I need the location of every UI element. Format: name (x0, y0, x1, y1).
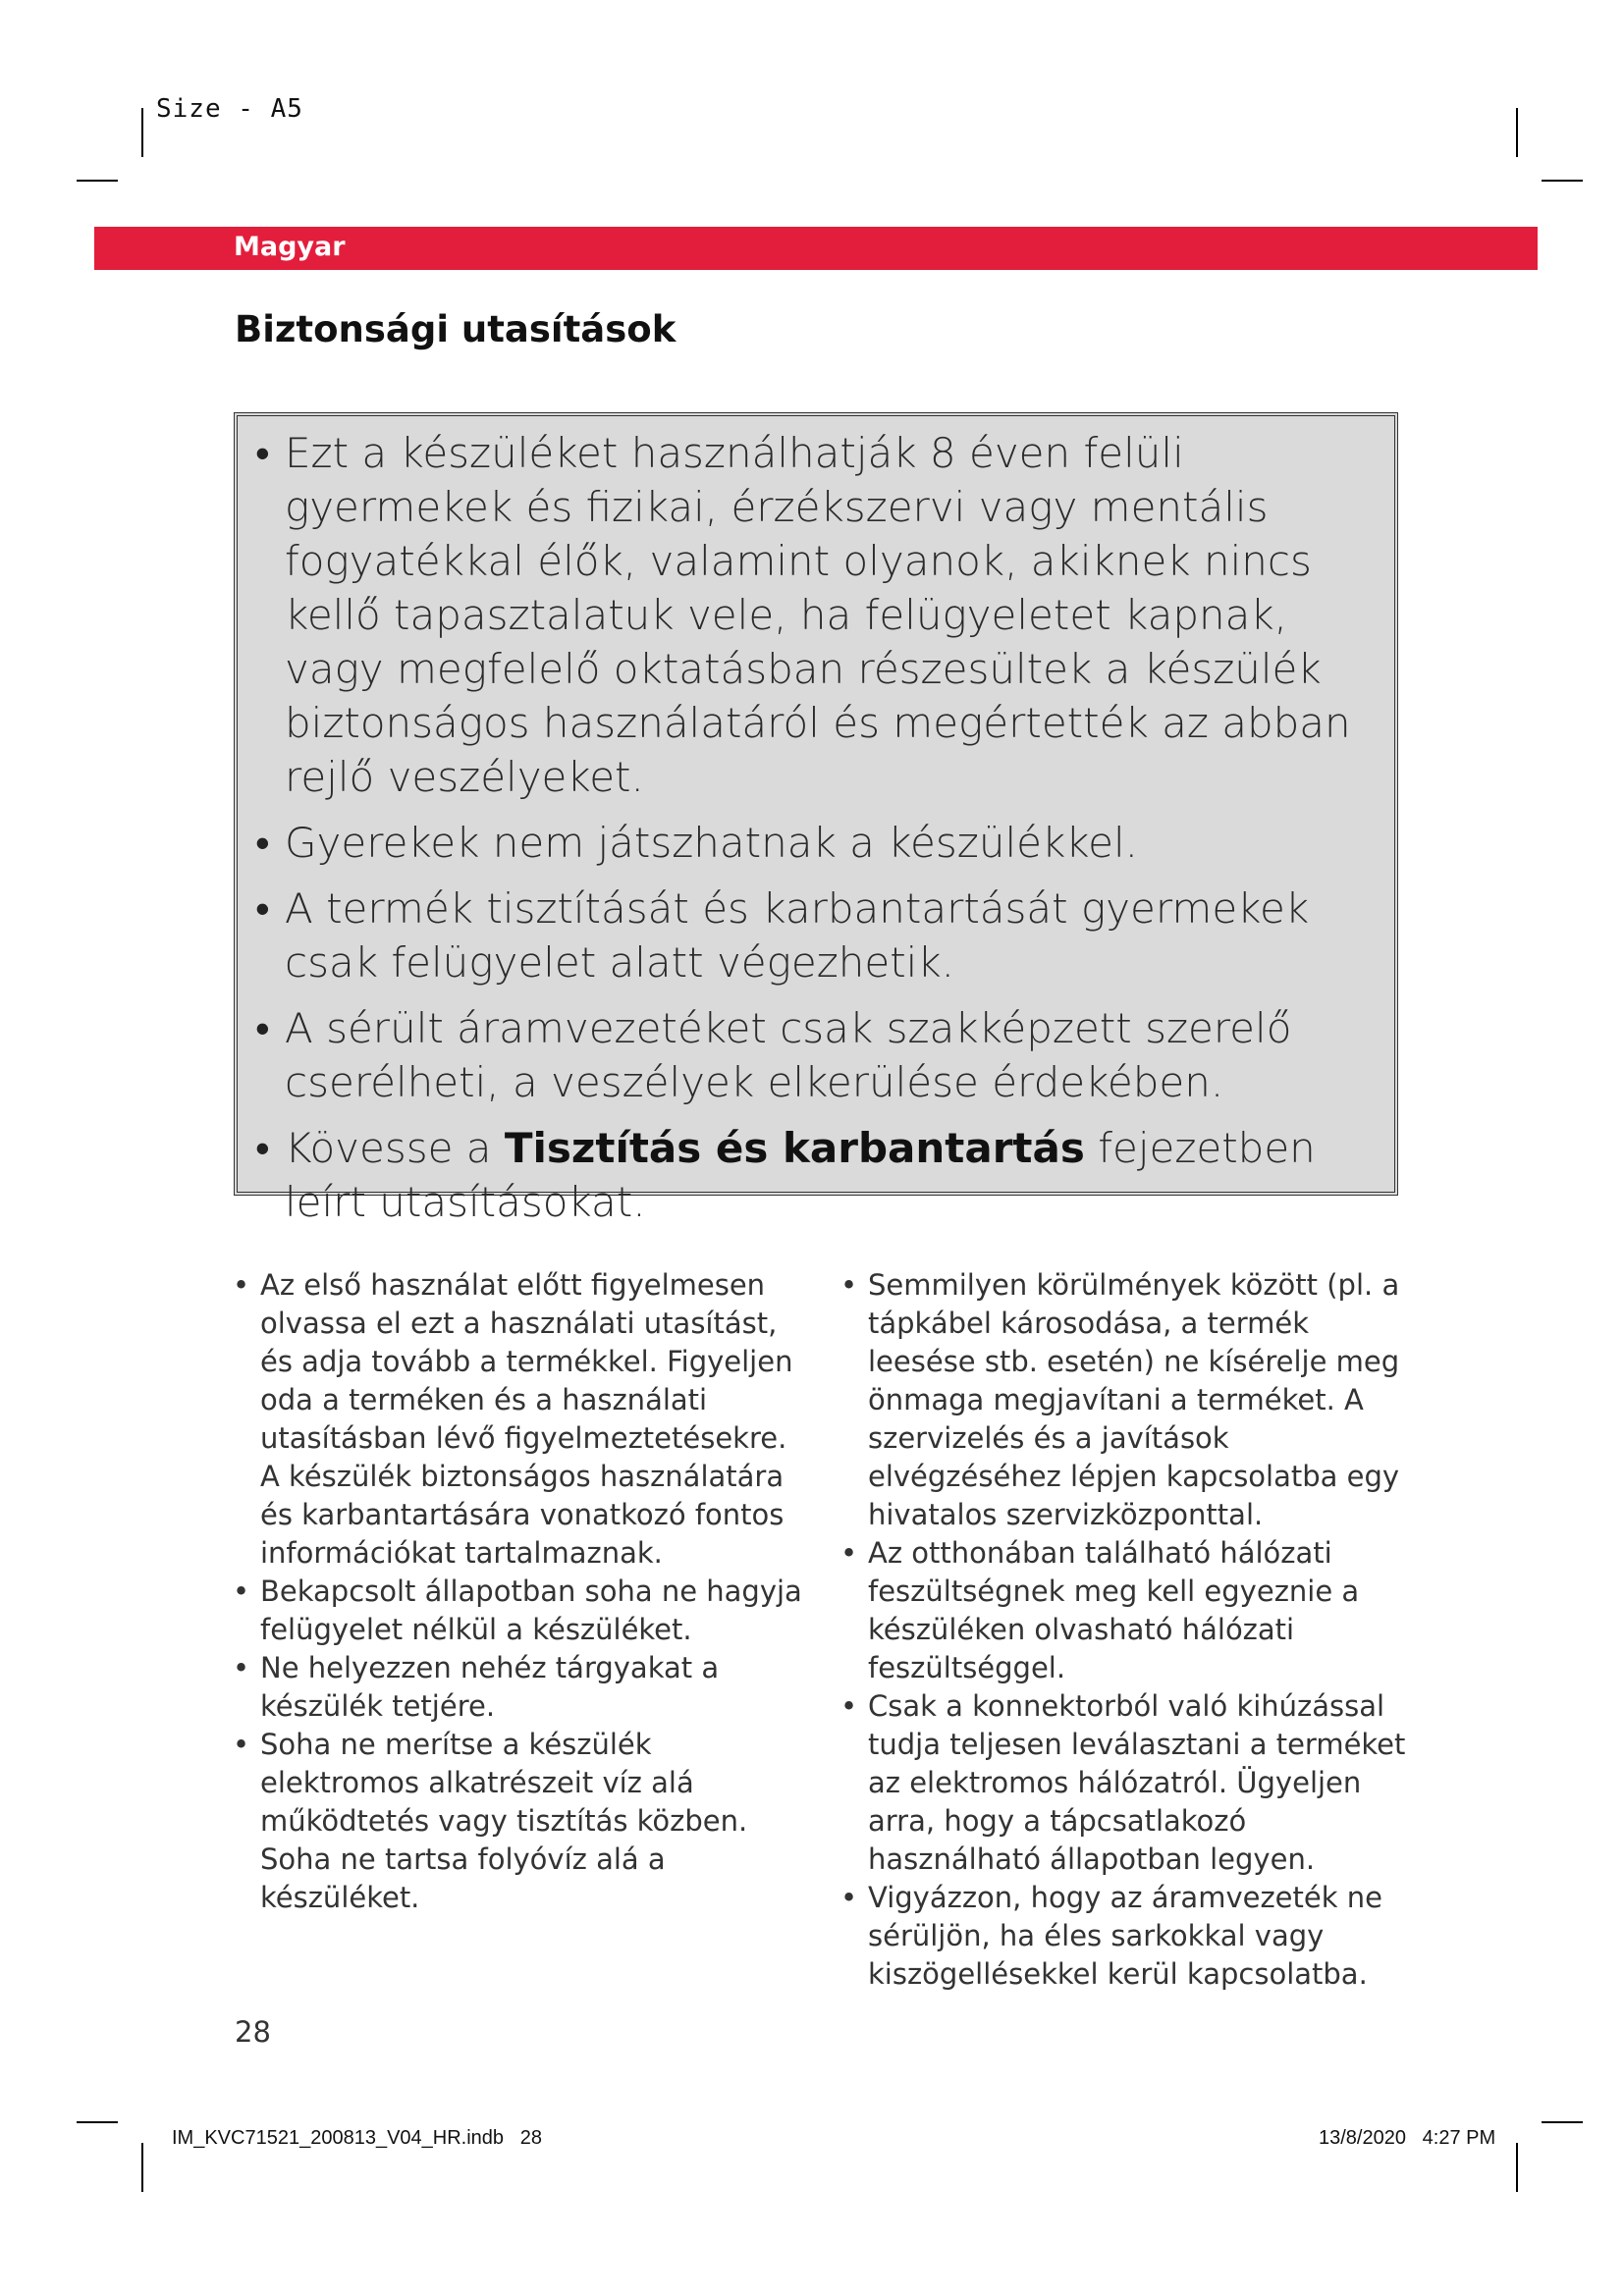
list-item: • Ne helyezzen nehéz tárgyakat a készülék tetjére. (233, 1649, 802, 1726)
crop-mark (141, 108, 143, 157)
list-item: • Bekapcsolt állapotban soha ne hagyja felügyelet nélkül a készüléket. (233, 1573, 802, 1649)
item-text: Kövesse a (285, 1124, 505, 1172)
crop-mark (77, 2121, 118, 2123)
list-item: • Az első használat előtt figyelmesen olvassa el ezt a használati utasítást, és adja tovább a termékkel. Figyeljen oda a terméken és a használati utasításban lévő figyelmeztetésekre. A készülék biztonságos használatára és karbantartására vonatkozó fontos információkat tartalmaznak. (233, 1266, 802, 1573)
crop-mark (77, 180, 118, 182)
list-item: • Semmilyen körülmények között (pl. a tápkábel károsodása, a termék leesése stb. esetén) ne kísérelje meg önmaga megjavítani a terméket. A szervizelés és a javítások elvégzéséhez lépjen kapcsolatba egy hivatalos szervizközponttal. (840, 1266, 1410, 1534)
item-text: fejezetben leírt utasításokat. (285, 1124, 1316, 1226)
list-item: • A sérült áramvezetéket csak szakképzett szerelő cserélheti, a veszélyek elkerülése érdekében. (255, 1001, 1394, 1109)
safety-list (255, 426, 1394, 1241)
list-item: • Csak a konnektorból való kihúzással tudja teljesen leválasztani a terméket az elektromos hálózatról. Ügyeljen arra, hogy a tápcsatlakozó használható állapotban legyen. (840, 1687, 1410, 1879)
section-header-bar (94, 227, 1538, 270)
section-label: Magyar (234, 232, 346, 262)
list-item: • Vigyázzon, hogy az áramvezeték ne sérüljön, ha éles sarkokkal vagy kiszögellésekkel kerül kapcsolatba. (840, 1879, 1410, 1994)
page-title: Biztonsági utasítások (235, 308, 677, 350)
size-label: Size - A5 (156, 94, 303, 124)
list-item: • A termék tisztítását és karbantartását gyermekek csak felügyelet alatt végezhetik. (255, 881, 1394, 989)
footer-file-name: IM_KVC71521_200813_V04_HR.indb 28 (172, 2127, 542, 2149)
crop-mark (1542, 2121, 1583, 2123)
safety-warning-box (234, 412, 1398, 1226)
crop-mark (141, 2143, 143, 2192)
crop-mark (1516, 2143, 1518, 2192)
left-column (233, 1266, 802, 1917)
footer-date: 13/8/2020 4:27 PM (1319, 2127, 1496, 2149)
right-column (840, 1266, 1410, 1994)
list-item: • Soha ne merítse a készülék elektromos alkatrészeit víz alá működtetés vagy tisztítás közben. Soha ne tartsa folyóvíz alá a készüléket. (233, 1726, 802, 1917)
crop-mark (1516, 108, 1518, 157)
list-item: • Ezt a készüléket használhatják 8 éven felüli gyermekek és fizikai, érzékszervi vagy mentális fogyatékkal élők, valamint olyanok, akiknek nincs kellő tapasztalatuk vele, ha felügyeletet kapnak, vagy megfelelő oktatásban részesültek a készülék biztonságos használatáról és megértették az abban rejlő veszélyeket. (255, 426, 1394, 804)
list-item: • Az otthonában található hálózati feszültségnek meg kell egyeznie a készüléken olvasható hálózati feszültséggel. (840, 1534, 1410, 1687)
list-item (255, 1121, 1394, 1229)
chapter-reference: Tisztítás és karbantartás (504, 1124, 1085, 1172)
page-number: 28 (235, 2015, 271, 2049)
list-item: • Gyerekek nem játszhatnak a készülékkel. (255, 816, 1394, 870)
crop-mark (1542, 180, 1583, 182)
